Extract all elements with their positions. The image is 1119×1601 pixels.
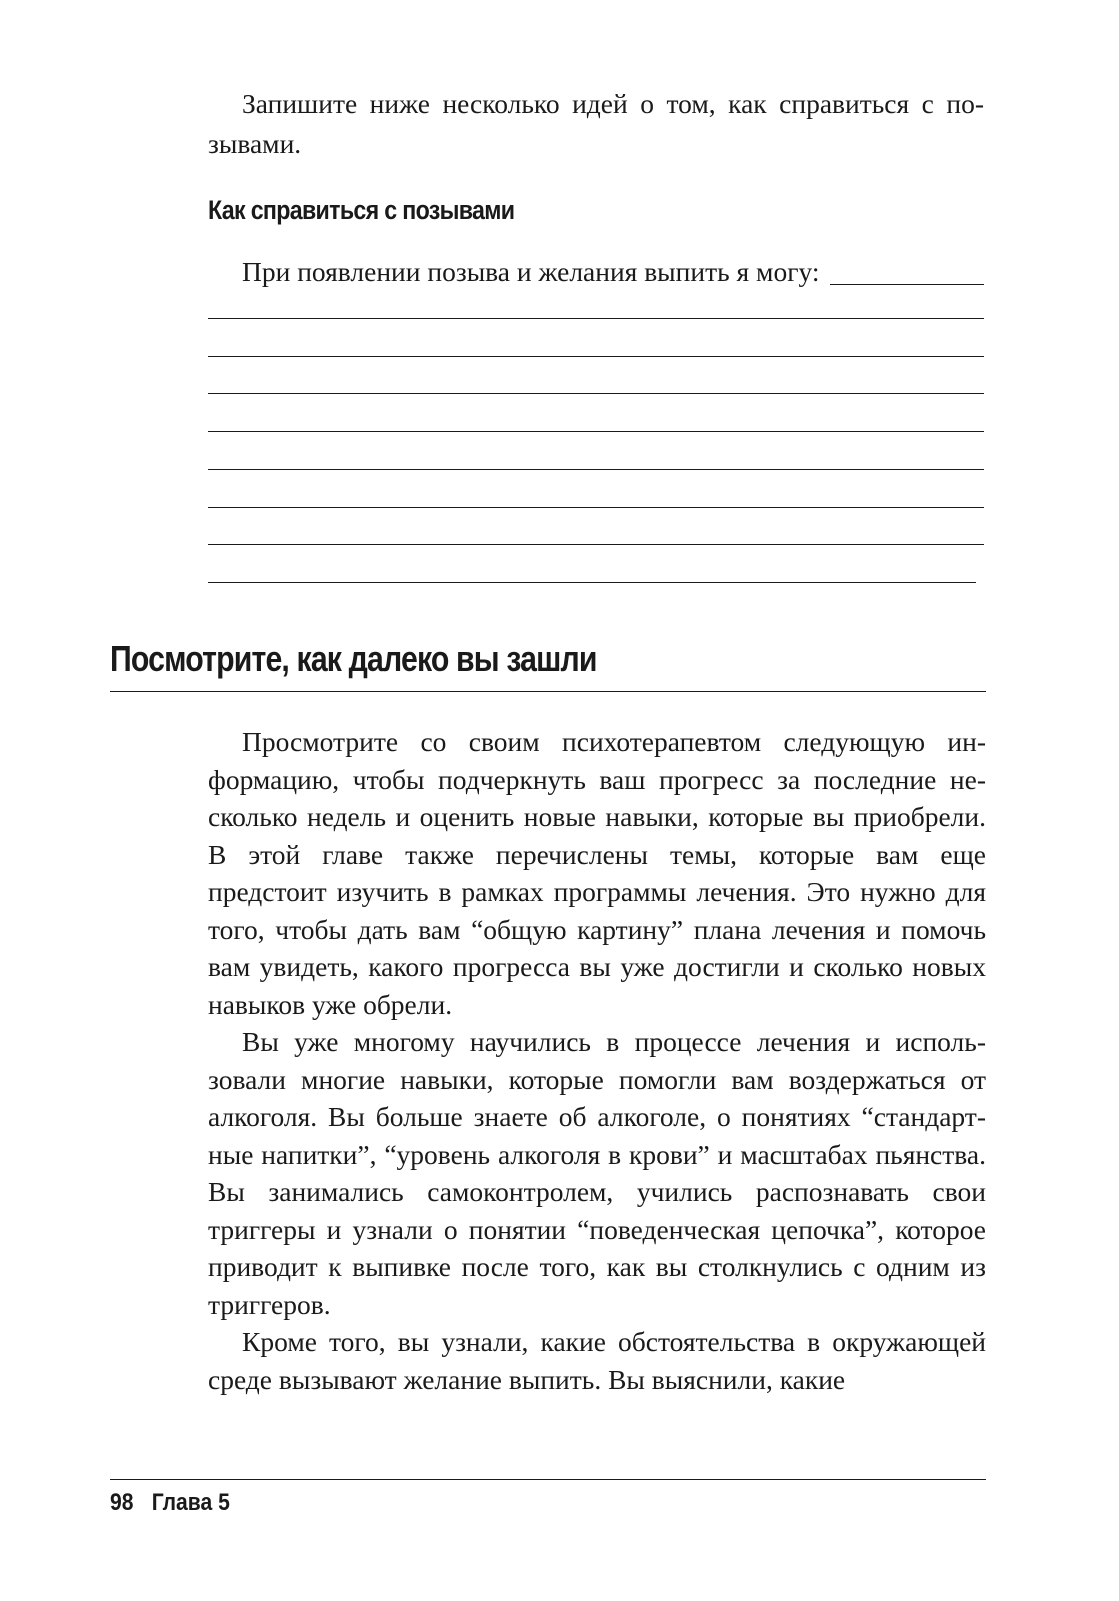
writing-line <box>208 318 984 319</box>
writing-line <box>208 544 984 545</box>
coping-heading: Как справиться с позывами <box>208 195 515 225</box>
writing-line <box>208 582 976 583</box>
writing-line <box>208 393 984 394</box>
coping-prompt-row <box>242 252 984 292</box>
coping-prompt-label: При появлении позыва и желания выпить я могу: <box>242 256 820 287</box>
writing-line <box>208 507 984 508</box>
page-footer <box>110 1489 230 1517</box>
writing-line <box>208 431 984 432</box>
progress-paragraph-1: Просмотрите со своим психотерапевтом следующую информацию, чтобы подчеркнуть ваш прогресс за последние несколько недель и оценить новые навыки, которые вы приобрели. В этой главе также перечислены темы, которые вам еще предстоит изучить в рамках программы лечения. Это нужно для того, чтобы дать вам “общую картину” плана лечения и помочь вам увидеть, какого прогресса вы уже достигли и сколько новых навыков уже обрели. <box>208 726 986 1020</box>
writing-line <box>208 356 984 357</box>
coping-prompt-blank <box>830 284 984 285</box>
writing-line <box>208 469 984 470</box>
intro-paragraph: Запишите ниже несколько идей о том, как справиться с позывами. <box>208 88 984 159</box>
progress-paragraph-3: Кроме того, вы узнали, какие обстоятельства в окружающей среде вызывают желание выпить. Вы выяснили, какие <box>208 1326 986 1395</box>
section-divider <box>110 691 986 692</box>
footer-divider <box>110 1479 986 1480</box>
progress-heading: Посмотрите, как далеко вы зашли <box>110 638 597 679</box>
progress-paragraph-2: Вы уже многому научились в процессе лечения и использовали многие навыки, которые помогли вам воздержаться от алкоголя. Вы больше знаете об алкоголе, о понятиях “стандартные напитки”, “уровень алкоголя в крови” и масштабах пьянства. Вы занимались самоконтролем, учились распознавать свои триггеры и узнали о понятии “поведенческая цепочка”, которое приводит к выпивке после того, как вы столкнулись с одним из триггеров. <box>208 1026 986 1320</box>
page-number: 98 <box>110 1489 134 1516</box>
chapter-label: Глава 5 <box>151 1489 230 1516</box>
